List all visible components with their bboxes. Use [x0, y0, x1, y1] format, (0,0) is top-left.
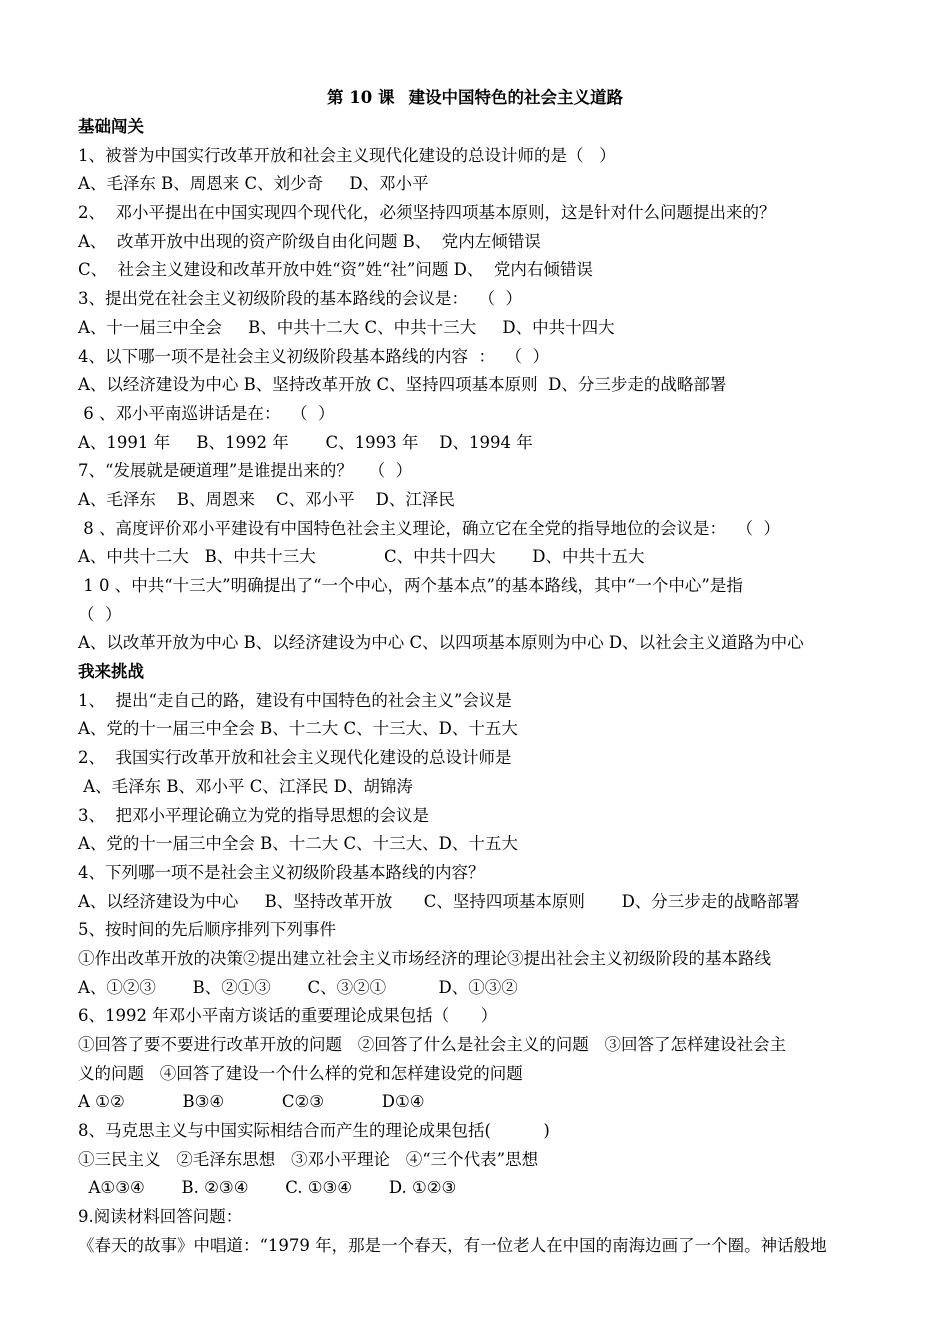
text-line: A、1991 年 B、1992 年 C、1993 年 D、1994 年 [78, 432, 533, 452]
text-line: 8、马克思主义与中国实际相结合而产生的理论成果包括( ) [78, 1121, 550, 1141]
text-line: 5、按时间的先后顺序排列下列事件 [78, 920, 336, 940]
text-line: ①作出改革开放的决策②提出建立社会主义市场经济的理论③提出社会主义初级阶段的基本路线 [78, 948, 771, 968]
section-heading-challenge: 我来挑战 [78, 662, 144, 682]
text-line: A、毛泽东 B、邓小平 C、江泽民 D、胡锦涛 [78, 776, 413, 796]
text-line: 1、 提出“走自己的路，建设有中国特色的社会主义”会议是 [78, 690, 512, 710]
text-line: A、以改革开放为中心 B、以经济建设为中心 C、以四项基本原则为中心 D、以社会主义道路为中心 [78, 633, 804, 653]
text-line: 《春天的故事》中唱道：“1979 年，那是一个春天，有一位老人在中国的南海边画了一个圈。神话般地 [78, 1235, 827, 1255]
text-line: 6、1992 年邓小平南方谈话的重要理论成果包括（ ） [78, 1006, 498, 1026]
text-line: A、 改革开放中出现的资产阶级自由化问题 B、 党内左倾错误 [78, 231, 541, 251]
text-line: 义的问题 ④回答了建设一个什么样的党和怎样建设党的问题 [78, 1063, 523, 1083]
text-line: 4、以下哪一项不是社会主义初级阶段基本路线的内容 ： （ ） [78, 346, 549, 366]
text-line: ①三民主义 ②毛泽东思想 ③邓小平理论 ④“三个代表”思想 [78, 1149, 539, 1169]
lesson-topic: 建设中国特色的社会主义道路 [408, 88, 623, 107]
text-line: 9.阅读材料回答问题： [78, 1207, 243, 1227]
text-line: 2、 邓小平提出在中国实现四个现代化，必须坚持四项基本原则，这是针对什么问题提出来的？ [78, 203, 776, 223]
text-line: A、中共十二大 B、中共十三大 C、中共十四大 D、中共十五大 [78, 547, 645, 567]
text-line: （ ） [78, 604, 122, 624]
text-line: 6 、邓小平南巡讲话是在： （ ） [78, 403, 335, 423]
text-line: A①③④ B. ②③④ C. ①③④ D. ①②③ [78, 1178, 457, 1198]
text-line: A、以经济建设为中心 B、坚持改革开放 C、坚持四项基本原则 D、分三步走的战略部署 [78, 375, 727, 395]
text-line: 3、提出党在社会主义初级阶段的基本路线的会议是： （ ） [78, 289, 522, 309]
text-line: A、党的十一届三中全会 B、十二大 C、十三大、D、十五大 [78, 719, 518, 739]
text-line: A、毛泽东 B、周恩来 C、邓小平 D、江泽民 [78, 489, 455, 509]
text-line: 1、被誉为中国实行改革开放和社会主义现代化建设的总设计师的是（ ） [78, 145, 616, 165]
text-line: 7、“发展就是硬道理”是谁提出来的？ （ ） [78, 461, 413, 481]
section-heading-basic: 基础闯关 [78, 117, 144, 136]
text-line: 2、 我国实行改革开放和社会主义现代化建设的总设计师是 [78, 748, 512, 768]
lesson-number: 第 10 课 [327, 88, 395, 107]
text-line: C、 社会主义建设和改革开放中姓“资”姓“社”问题 D、 党内右倾错误 [78, 260, 593, 280]
text-line: A、十一届三中全会 B、中共十二大 C、中共十三大 D、中共十四大 [78, 317, 615, 337]
text-line: A、①②③ B、②①③ C、③②① D、①③② [78, 977, 518, 997]
text-line: A ①② B③④ C②③ D①④ [78, 1092, 425, 1112]
page-title [0, 86, 950, 110]
text-line: A、党的十一届三中全会 B、十二大 C、十三大、D、十五大 [78, 834, 518, 854]
text-line: 3、 把邓小平理论确立为党的指导思想的会议是 [78, 805, 429, 825]
text-line: 1 0 、中共“十三大”明确提出了“一个中心，两个基本点”的基本路线，其中“一个中心”是指 [78, 576, 743, 595]
text-line: 4、下列哪一项不是社会主义初级阶段基本路线的内容？ [78, 862, 485, 882]
text-line: A、毛泽东 B、周恩来 C、刘少奇 D、邓小平 [78, 174, 429, 194]
document-body [78, 113, 928, 1261]
text-line: ①回答了要不要进行改革开放的问题 ②回答了什么是社会主义的问题 ③回答了怎样建设社会主 [78, 1035, 786, 1054]
text-line: A、以经济建设为中心 B、坚持改革开放 C、坚持四项基本原则 D、分三步走的战略部署 [78, 891, 800, 911]
text-line: 8 、高度评价邓小平建设有中国特色社会主义理论，确立它在全党的指导地位的会议是： （ ） [78, 518, 780, 538]
